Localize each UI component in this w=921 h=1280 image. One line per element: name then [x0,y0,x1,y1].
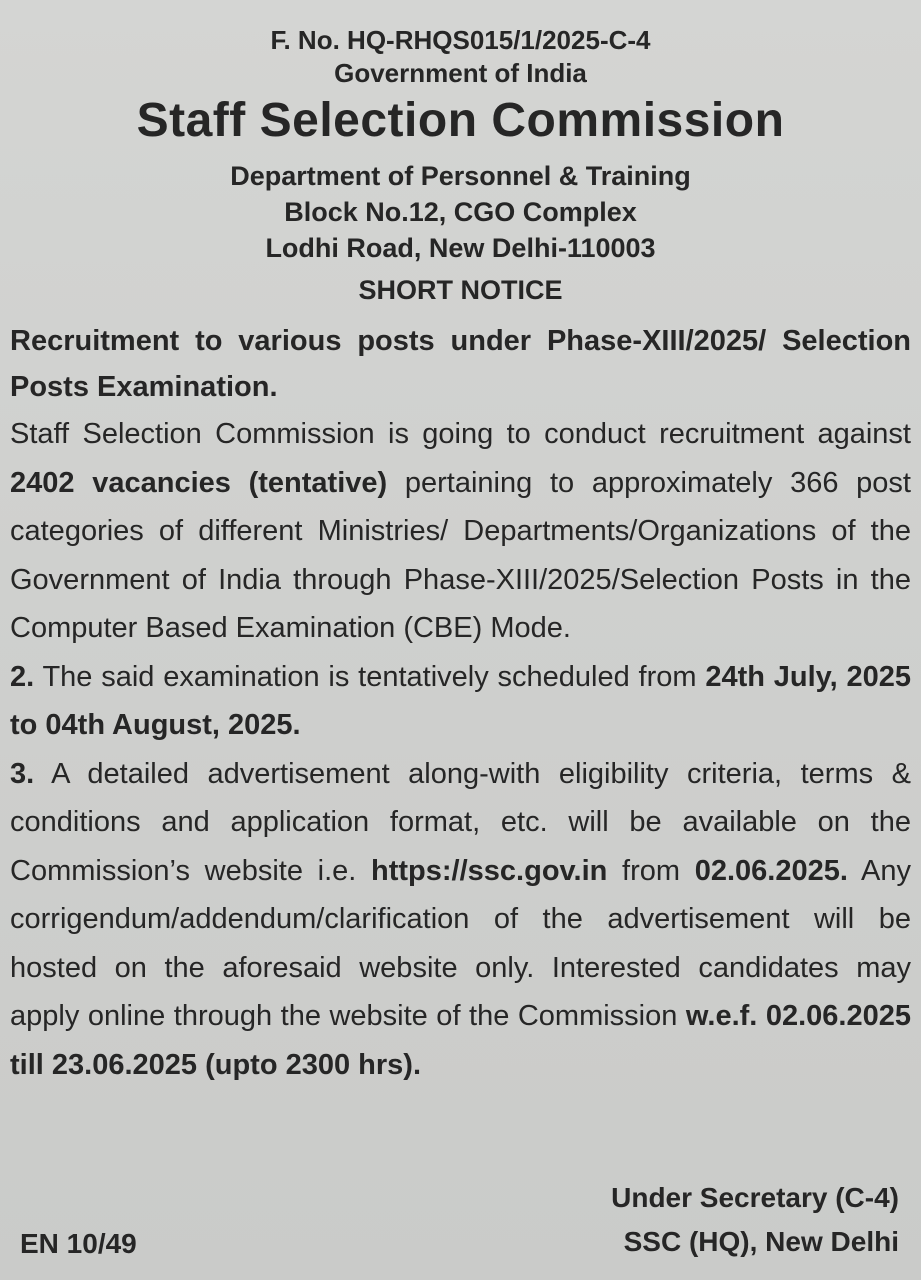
advertisement-date: 02.06.2025. [694,854,848,887]
paragraph-3-text-c: Any corrigendum/addendum/clarification of the advertisement will be hosted on the aforesaid website only. Interested candidates may apply online through the website of the Commission [10,854,911,1032]
paragraph-2-text: The said examination is tentatively scheduled from [34,660,706,693]
en-number: EN 10/49 [20,1228,137,1259]
vacancy-count: 2402 vacancies (tentative) [10,466,388,499]
signature-block [611,1176,899,1264]
file-number: F. No. HQ-RHQS015/1/2025-C-4 [270,25,651,55]
notice-subject: Recruitment to various posts under Phase-XIII/2025/ Selection Posts Examination. [10,325,911,403]
paragraph-3-text-a: A detailed advertisement along-with eligibility criteria, terms & conditions and application format, etc. will be available on the Commission’s website i.e. [10,757,911,887]
government-line: Government of India [334,58,587,88]
address-line-2: Lodhi Road, New Delhi-110003 [265,233,656,263]
signatory-title: Under Secretary (C-4) [611,1182,899,1213]
notice-title: SHORT NOTICE [358,275,563,305]
paragraph-3-number: 3. [10,757,35,790]
address-line-1: Block No.12, CGO Complex [284,197,637,227]
exam-schedule: 24th July, 2025 to 04th August, 2025. [10,660,911,741]
paragraph-1 [10,410,911,653]
paragraph-3-text-b: from [607,854,695,887]
paragraph-2-number: 2. [10,660,35,693]
organization-title: Staff Selection Commission [136,94,785,147]
paragraph-2 [10,653,911,750]
signatory-office: SSC (HQ), New Delhi [623,1226,899,1257]
paragraph-1-text-b: pertaining to approximately 366 post categories of different Ministries/ Departments/Organizations of the Government of India through Phase-XIII/2025/Selection Posts in the Computer Based Examination (CBE) Mode. [10,466,911,644]
paragraph-1-text-a: Staff Selection Commission is going to conduct recruitment against [10,418,911,450]
application-window: w.e.f. 02.06.2025 till 23.06.2025 (upto 2300 hrs). [10,1000,912,1081]
department-line: Department of Personnel & Training [230,161,691,191]
website-url: https://ssc.gov.in [371,854,608,887]
paragraph-3 [10,750,911,1090]
